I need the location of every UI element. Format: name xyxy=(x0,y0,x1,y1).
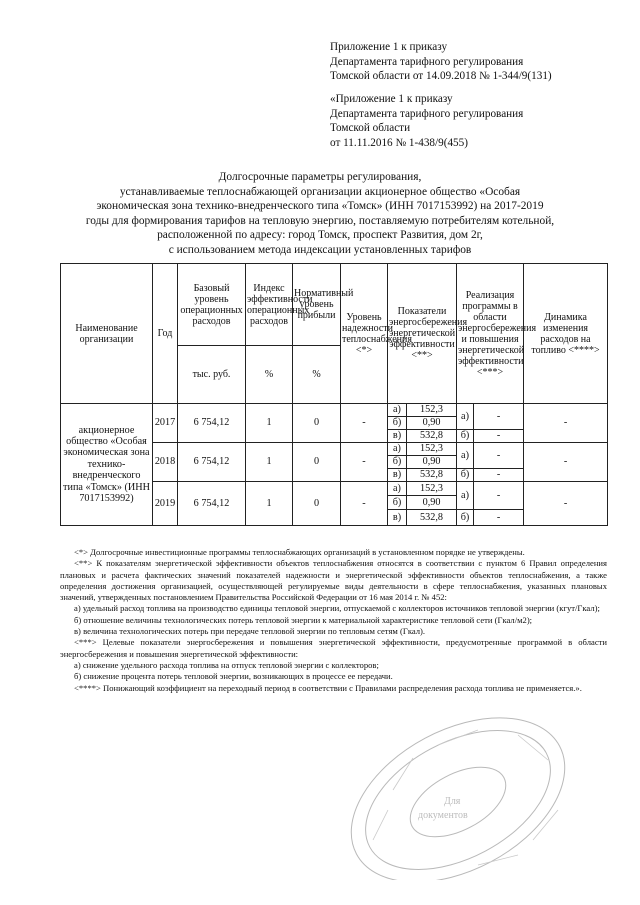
stamp-text-1: Для xyxy=(444,796,461,807)
cell-base: 6 754,12 xyxy=(178,443,246,482)
cell-energy-value: 532,8 xyxy=(407,430,457,443)
stamp-text-2: документов xyxy=(418,810,468,821)
header-program: Реализация программы в области энергосбережения и повышения энергетической эффективности <***> xyxy=(457,264,524,404)
cell-index: 1 xyxy=(246,404,293,443)
seal-stamp xyxy=(318,690,588,880)
cell-energy-label: а) xyxy=(388,404,407,417)
header-base: Базовый уровень операционных расходов xyxy=(178,264,246,346)
cell-energy-value: 152,3 xyxy=(407,443,457,456)
header-dynamics: Динамика изменения расходов на топливо <****> xyxy=(524,264,608,404)
cell-energy-value: 0,90 xyxy=(407,456,457,469)
unit-norm: % xyxy=(293,346,341,404)
cell-index: 1 xyxy=(246,443,293,482)
cell-dynamics: - xyxy=(524,404,608,443)
title-line: устанавливаемые теплоснабжающей организации акционерное общество «Особая xyxy=(119,185,521,198)
cell-dynamics: - xyxy=(524,482,608,526)
cell-program-value: - xyxy=(474,510,524,526)
parameters-table xyxy=(60,263,608,526)
cell-energy-label: в) xyxy=(388,430,407,443)
cell-program-value: - xyxy=(474,469,524,482)
footnote: <**> К показателям энергетической эффективности объектов теплоснабжения относятся в соответствии с пунктом 6 Правил определения плановых и расчета фактических значений показателей надежности и энергетической эффективности объектов теплоснабжения, а также определения достижения организацией, осуществляющей регулируемые виды деятельности в сфере теплоснабжения, указанных плановых значений, утвержденных постановлением Правительства Российской Федерации от 16 мая 2014 г. № 452: xyxy=(60,558,607,603)
header-line: от 11.11.2016 № 1-438/9(455) xyxy=(330,136,468,149)
title-line: расположенной по адресу: город Томск, проспект Развития, дом 2г, xyxy=(157,229,483,242)
cell-program-label: а) xyxy=(457,404,474,430)
title-line: экономическая зона технико-внедренческого типа «Томск» (ИНН 7017153992) на 2017-2019 xyxy=(96,200,544,213)
header-index: Индекс эффективности операционных расходов xyxy=(246,264,293,346)
header-reliability: Уровень надежности теплоснабжения <*> xyxy=(341,264,388,404)
header-org: Наименование организации xyxy=(61,264,153,404)
cell-energy-label: в) xyxy=(388,510,407,526)
title-line: с использованием метода индексации установленных тарифов xyxy=(168,243,472,256)
document-title xyxy=(50,170,590,258)
cell-norm: 0 xyxy=(293,482,341,526)
cell-norm: 0 xyxy=(293,404,341,443)
cell-energy-value: 0,90 xyxy=(407,496,457,510)
header-energy: Показатели энергосбережения энергетической эффективности <**> xyxy=(388,264,457,404)
footnote: <***> Целевые показатели энергосбережения и повышения энергетической эффективности, предусмотренные программой в области энергосбережения и повышения энергетической эффективности: xyxy=(60,637,607,659)
cell-energy-label: а) xyxy=(388,443,407,456)
footnote: <*> Долгосрочные инвестиционные программы теплоснабжающих организаций в установленном порядке не утверждены. xyxy=(74,547,525,557)
cell-year: 2017 xyxy=(153,404,178,443)
header-block-1 xyxy=(330,40,552,84)
footnote: в) величина технологических потерь при передаче тепловой энергии по тепловым сетям (Гкал). xyxy=(74,626,426,637)
cell-norm: 0 xyxy=(293,443,341,482)
cell-program-label: б) xyxy=(457,469,474,482)
cell-reliability: - xyxy=(341,404,388,443)
header-line: «Приложение 1 к приказу xyxy=(330,93,453,105)
cell-energy-label: а) xyxy=(388,482,407,496)
header-block-2 xyxy=(330,92,523,150)
cell-base: 6 754,12 xyxy=(178,404,246,443)
cell-index: 1 xyxy=(246,482,293,526)
footnote: а) удельный расход топлива на производство единицы тепловой энергии, отпускаемой с коллекторов источников тепловой энергии (кгут/Гкал); xyxy=(74,603,600,614)
header-line: Департамента тарифного регулирования xyxy=(330,107,524,120)
cell-program-value: - xyxy=(474,430,524,443)
header-norm: Нормативный уровень прибыли xyxy=(293,264,341,346)
cell-reliability: - xyxy=(341,482,388,526)
cell-program-label: б) xyxy=(457,430,474,443)
header-line: Приложение 1 к приказу xyxy=(330,41,448,53)
header-line: Томской области xyxy=(330,122,411,134)
cell-energy-value: 152,3 xyxy=(407,404,457,417)
cell-base: 6 754,12 xyxy=(178,482,246,526)
cell-program-value: - xyxy=(474,404,524,430)
header-year: Год xyxy=(153,264,178,404)
title-line: годы для формирования тарифов на тепловую энергию, поставляемую потребителям котельной, xyxy=(85,214,555,227)
unit-index: % xyxy=(246,346,293,404)
cell-reliability: - xyxy=(341,443,388,482)
cell-program-value: - xyxy=(474,443,524,469)
footnote: б) снижение процента потерь тепловой энергии, возникающих в процессе ее передачи. xyxy=(74,671,393,682)
cell-program-label: а) xyxy=(457,482,474,510)
footnotes xyxy=(60,547,607,694)
footnote: <****> Понижающий коэффициент на переходный период в соответствии с Правилами распределения расхода топлива не применяется.». xyxy=(74,682,582,693)
org-name-cell: акционерное общество «Особая экономическая зона технико-внедренческого типа «Томск» (ИНН 7017153992) xyxy=(61,404,153,526)
cell-energy-value: 532,8 xyxy=(407,510,457,526)
header-line: Департамента тарифного регулирования xyxy=(330,55,524,68)
footnote: б) отношение величины технологических потерь тепловой энергии к материальной характеристике тепловой сети (Гкал/м2); xyxy=(74,614,533,625)
footnote: а) снижение удельного расхода топлива на отпуск тепловой энергии с коллекторов; xyxy=(74,659,379,670)
unit-base: тыс. руб. xyxy=(178,346,246,404)
cell-year: 2019 xyxy=(153,482,178,526)
cell-energy-label: в) xyxy=(388,469,407,482)
cell-energy-value: 0,90 xyxy=(407,417,457,430)
cell-energy-value: 532,8 xyxy=(407,469,457,482)
cell-program-label: б) xyxy=(457,510,474,526)
header-line: Томской области от 14.09.2018 № 1-344/9(131) xyxy=(330,70,552,82)
cell-program-value: - xyxy=(474,482,524,510)
cell-energy-label: б) xyxy=(388,496,407,510)
cell-energy-label: б) xyxy=(388,417,407,430)
title-line: Долгосрочные параметры регулирования, xyxy=(218,171,422,183)
cell-program-label: а) xyxy=(457,443,474,469)
cell-year: 2018 xyxy=(153,443,178,482)
cell-energy-value: 152,3 xyxy=(407,482,457,496)
cell-dynamics: - xyxy=(524,443,608,482)
cell-energy-label: б) xyxy=(388,456,407,469)
